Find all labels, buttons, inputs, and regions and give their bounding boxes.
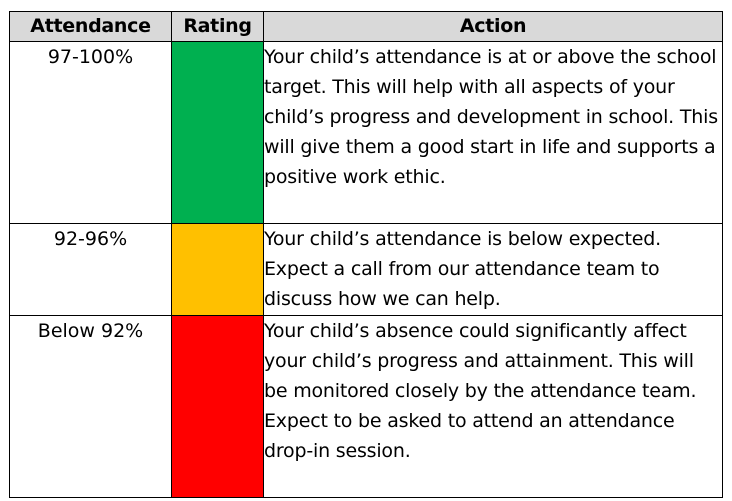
action-text: Your child’s attendance is at or above the school target. This will help with all aspects of your child’s progress and development in school. This will give them a good start in life and supports a positive work ethic.	[264, 42, 723, 224]
rating-cell	[172, 42, 264, 224]
header-row	[10, 12, 723, 42]
table-row	[10, 42, 723, 224]
table-row	[10, 224, 723, 316]
action-text: Your child’s attendance is below expected. Expect a call from our attendance team to discuss how we can help.	[264, 224, 723, 316]
attendance-table	[9, 11, 723, 498]
table-row	[10, 316, 723, 498]
attendance-range: 97-100%	[10, 42, 172, 224]
rating-cell	[172, 316, 264, 498]
rating-cell	[172, 224, 264, 316]
action-text: Your child’s absence could significantly affect your child’s progress and attainment. This will be monitored closely by the attendance team. Expect to be asked to attend an attendance drop-in session.	[264, 316, 723, 498]
header-attendance: Attendance	[10, 12, 172, 42]
header-action: Action	[264, 12, 723, 42]
attendance-range: Below 92%	[10, 316, 172, 498]
header-rating: Rating	[172, 12, 264, 42]
attendance-range: 92-96%	[10, 224, 172, 316]
